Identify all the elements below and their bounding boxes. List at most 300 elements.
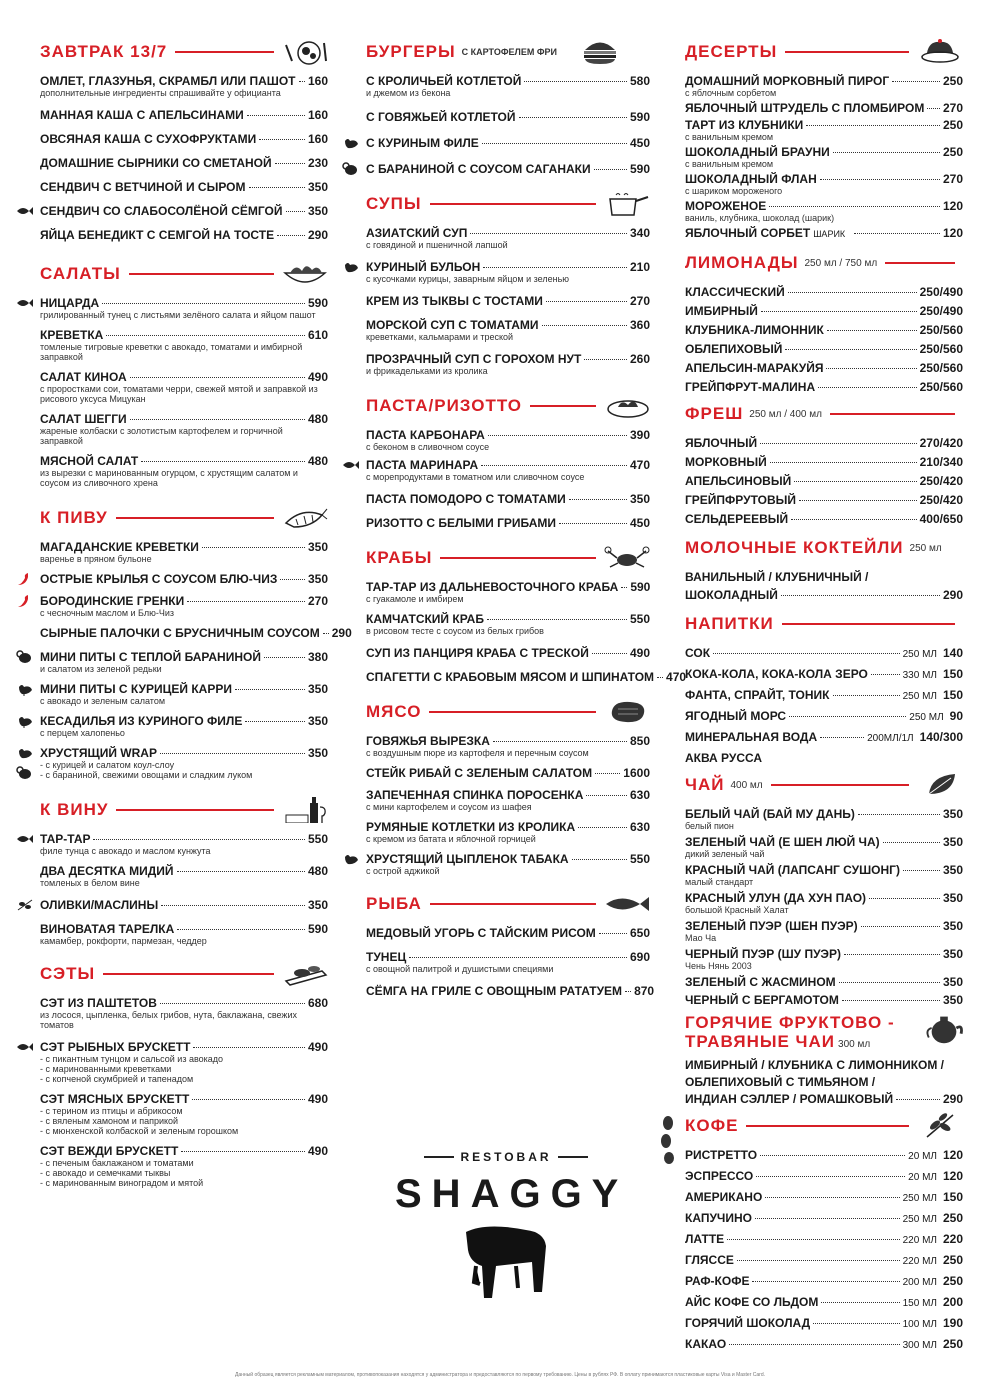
- item-price: 350: [307, 746, 328, 760]
- menu-item: [685, 667, 963, 683]
- fish-icon: [604, 891, 650, 917]
- menu-item: [40, 572, 328, 586]
- item-price: 350: [307, 898, 328, 912]
- item-name: ОБЛЕПИХОВЫЙ: [685, 342, 783, 356]
- item-name: КУРИНЫЙ БУЛЬОН: [366, 260, 481, 274]
- item-name: ТАРТ ИЗ КЛУБНИКИ: [685, 118, 804, 132]
- item-price: 350: [307, 204, 328, 218]
- item-price: 470: [629, 458, 650, 472]
- menu-item: [685, 751, 963, 765]
- menu-item: [685, 361, 963, 375]
- item-volume: 300 МЛ: [902, 1340, 937, 1351]
- divider: [129, 273, 274, 275]
- item-name: МОРСКОЙ СУП С ТОМАТАМИ: [366, 318, 539, 332]
- fried-egg-icon: [282, 39, 328, 65]
- item-price: 690: [629, 950, 650, 964]
- menu-item: [685, 172, 963, 196]
- menu-item: [685, 199, 963, 223]
- item-name: ЯГОДНЫЙ МОРС: [685, 709, 787, 723]
- menu-item: [40, 156, 328, 170]
- item-desc: - с терином из птицы и абрикосом: [40, 1106, 183, 1116]
- item-price: 350: [307, 682, 328, 696]
- menu-item: [40, 650, 328, 674]
- section-subtitle: 250 мл / 750 мл: [804, 257, 878, 269]
- item-name: ФАНТА, СПРАЙТ, ТОНИК: [685, 688, 830, 702]
- section-crabs: [366, 544, 687, 684]
- item-desc: и фрикадельками из кролика: [366, 366, 488, 376]
- item-price: 350: [942, 863, 963, 877]
- item-price: 450: [629, 136, 650, 150]
- item-price: 550: [307, 832, 328, 846]
- menu-item: [685, 323, 963, 337]
- item-name: МЯСНОЙ САЛАТ: [40, 454, 139, 468]
- fish-icon: [16, 832, 34, 846]
- item-desc: с говядиной и пшеничной лапшой: [366, 240, 508, 250]
- item-name: ЗЕЛЕНЫЙ С ЖАСМИНОМ: [685, 975, 836, 989]
- menu-item: [685, 975, 963, 989]
- item-price: 350: [307, 540, 328, 554]
- item-price: 250: [942, 1337, 963, 1351]
- section-fresh: [685, 400, 963, 526]
- item-name: С БАРАНИНОЙ С СОУСОМ САГАНАКИ: [366, 162, 591, 176]
- item-volume: 100 МЛ: [902, 1319, 937, 1330]
- item-price: 650: [629, 926, 650, 940]
- divider: [440, 557, 596, 559]
- menu-column-right: [685, 38, 963, 1353]
- menu-item: [366, 926, 650, 940]
- menu-item: [685, 304, 963, 318]
- item-desc: ваниль, клубника, шоколад (шарик): [685, 213, 835, 223]
- item-name: ОВСЯНАЯ КАША С СУХОФРУКТАМИ: [40, 132, 257, 146]
- item-price: 350: [942, 919, 963, 933]
- item-price: 490: [629, 646, 650, 660]
- item-name: ПАСТА КАРБОНАРА: [366, 428, 485, 442]
- menu-item: [40, 682, 328, 706]
- menu-item: [685, 226, 963, 241]
- item-name: ЯБЛОЧНЫЙ: [685, 436, 758, 450]
- menu-item: [685, 118, 963, 142]
- item-price: 450: [629, 516, 650, 530]
- section-breakfast: [40, 38, 328, 242]
- section-subtitle: 250 мл / 400 мл: [749, 408, 822, 420]
- item-price: 190: [942, 1316, 963, 1330]
- item-desc: с проростками сои, томатами черри, свежей мятой и заправкой из рисового уксуса Мицукан: [40, 384, 318, 404]
- dog-silhouette-icon: [456, 1222, 556, 1302]
- item-price: 590: [307, 922, 328, 936]
- item-desc: и джемом из бекона: [366, 88, 451, 98]
- item-name: ХРУСТЯЩИЙ ЦЫПЛЕНОК ТАБАКА: [366, 852, 569, 866]
- menu-item: [685, 1232, 963, 1248]
- item-name: ЯБЛОЧНЫЙ ШТРУДЕЛЬ С ПЛОМБИРОМ: [685, 101, 925, 115]
- item-name: БЕЛЫЙ ЧАЙ (БАЙ МУ ДАНЬ): [685, 807, 855, 821]
- item-price: 290: [942, 1092, 963, 1106]
- ram-icon: [16, 650, 34, 664]
- section-drinks: [685, 610, 963, 765]
- item-name: ТАР-ТАР ИЗ ДАЛЬНЕВОСТОЧНОГО КРАБА: [366, 580, 619, 594]
- section-title: К ВИНУ: [40, 800, 109, 819]
- item-desc: с яблочным сорбетом: [685, 88, 777, 98]
- item-name: ДОМАШНИЕ СЫРНИКИ СО СМЕТАНОЙ: [40, 156, 272, 170]
- item-volume: 250 МЛ: [902, 1214, 937, 1225]
- divider: [429, 711, 596, 713]
- item-name: ЧЕРНЫЙ С БЕРГАМОТОМ: [685, 993, 839, 1007]
- teapot-icon: [925, 1009, 963, 1047]
- item-desc: с чесночным маслом и Блю-Чиз: [40, 608, 175, 618]
- item-desc: - с курицей и салатом коул-слоу: [40, 760, 175, 770]
- pasta-plate-icon: [604, 393, 650, 419]
- dessert-icon: [917, 39, 963, 65]
- item-volume: 250 МЛ: [902, 1193, 937, 1204]
- menu-item: [685, 1092, 963, 1106]
- menu-item: [40, 714, 328, 738]
- menu-item: [366, 136, 650, 150]
- item-desc: с перцем халопеньо: [40, 728, 125, 738]
- section-herbal-tea: [685, 1013, 963, 1106]
- item-price: 290: [331, 626, 352, 640]
- item-desc: варенье в пряном бульоне: [40, 554, 152, 564]
- menu-item: [40, 74, 328, 98]
- item-price: 870: [634, 984, 655, 998]
- section-title: ТРАВЯНЫЕ ЧАИ: [685, 1032, 836, 1051]
- item-price: 250/560: [919, 323, 963, 337]
- section-subtitle: 300 мл: [838, 1039, 871, 1050]
- item-name: КЛУБНИКА-ЛИМОННИК: [685, 323, 824, 337]
- item-price: 290: [942, 588, 963, 602]
- item-price: 490: [307, 370, 328, 384]
- item-name: ЭСПРЕССО: [685, 1169, 754, 1183]
- item-price: 250/420: [919, 493, 963, 507]
- item-name: АПЕЛЬСИНОВЫЙ: [685, 474, 792, 488]
- item-volume: 250 МЛ: [902, 691, 937, 702]
- restobar-logo: [395, 1150, 629, 1330]
- item-price: 270: [307, 594, 328, 608]
- item-name: С КРОЛИЧЬЕЙ КОТЛЕТОЙ: [366, 74, 522, 88]
- item-desc: томленых в белом вине: [40, 878, 140, 888]
- menu-item: [40, 746, 328, 780]
- item-price: 270/420: [919, 436, 963, 450]
- item-price: 590: [629, 162, 650, 176]
- item-name: РИСТРЕТТО: [685, 1148, 758, 1162]
- menu-item: [40, 1040, 328, 1084]
- item-name: СТЕЙК РИБАЙ С ЗЕЛЕНЫМ САЛАТОМ: [366, 766, 593, 780]
- item-name: ШОКОЛАДНЫЙ: [685, 588, 778, 602]
- menu-item: [40, 996, 328, 1030]
- item-price: 360: [629, 318, 650, 332]
- section-burgers: [366, 38, 650, 176]
- menu-item: [685, 436, 963, 450]
- item-price: 350: [942, 835, 963, 849]
- soup-pot-icon: [604, 191, 650, 217]
- item-desc: - с маринованным виноградом и мятой: [40, 1178, 204, 1188]
- item-price: 140/300: [919, 730, 963, 744]
- item-desc: с шариком мороженого: [685, 186, 783, 196]
- section-title: КРАБЫ: [366, 548, 433, 567]
- rooster-icon: [342, 852, 360, 866]
- section-title: МЯСО: [366, 702, 422, 721]
- item-price: 250/490: [919, 285, 963, 299]
- item-name: СЭТ ИЗ ПАШТЕТОВ: [40, 996, 157, 1010]
- menu-column-middle: [366, 38, 687, 998]
- item-name: СЁМГА НА ГРИЛЕ С ОВОЩНЫМ РАТАТУЕМ: [366, 984, 623, 998]
- section-soups: [366, 190, 650, 376]
- item-name: ГРЕЙПФРУТОВЫЙ: [685, 493, 797, 507]
- divider: [430, 203, 597, 205]
- menu-item: [685, 835, 963, 859]
- section-title: САЛАТЫ: [40, 264, 121, 283]
- item-name: ОМЛЕТ, ГЛАЗУНЬЯ, СКРАМБЛ ИЛИ ПАШОТ: [40, 74, 296, 88]
- item-price: 250/560: [919, 380, 963, 394]
- item-name: СЭТ МЯСНЫХ БРУСКЕТТ: [40, 1092, 190, 1106]
- olive-branch-icon: [16, 898, 34, 912]
- menu-column-left: [40, 38, 352, 1188]
- item-price: 230: [307, 156, 328, 170]
- item-name: МАГАДАНСКИЕ КРЕВЕТКИ: [40, 540, 199, 554]
- menu-item: [366, 352, 650, 376]
- item-name: АЙС КОФЕ СО ЛЬДОМ: [685, 1295, 819, 1309]
- item-price: 350: [307, 572, 328, 586]
- section-title: ЗАВТРАК 13/7: [40, 42, 168, 61]
- item-price: 210: [629, 260, 650, 274]
- item-price: 850: [629, 734, 650, 748]
- divider: [746, 1125, 909, 1127]
- logo-name: SHAGGY: [395, 1172, 629, 1216]
- item-desc: с гуакамоле и имбирем: [366, 594, 464, 604]
- item-name: СУП ИЗ ПАНЦИРЯ КРАБА С ТРЕСКОЙ: [366, 646, 589, 660]
- menu-item: [366, 294, 650, 308]
- item-name: КАКАО: [685, 1337, 727, 1351]
- item-name: ПРОЗРАЧНЫЙ СУП С ГОРОХОМ НУТ: [366, 352, 582, 366]
- item-volume: 220 МЛ: [902, 1235, 937, 1246]
- menu-item: [685, 1169, 963, 1185]
- item-name: КЕСАДИЛЬЯ ИЗ КУРИНОГО ФИЛЕ: [40, 714, 243, 728]
- item-name: ЧЕРНЫЙ ПУЭР (ШУ ПУЭР): [685, 947, 841, 961]
- menu-item: [366, 492, 650, 506]
- item-name: СЕЛЬДЕРЕЕВЫЙ: [685, 512, 789, 526]
- item-price: 550: [629, 852, 650, 866]
- item-name: МОРКОВНЫЙ: [685, 455, 767, 469]
- item-desc: с ванильным кремом: [685, 132, 774, 142]
- item-name: СЫРНЫЕ ПАЛОЧКИ С БРУСНИЧНЫМ СОУСОМ: [40, 626, 320, 640]
- item-desc: с овощной палитрой и душистыми специями: [366, 964, 554, 974]
- item-desc: - с печеным баклажаном и томатами: [40, 1158, 194, 1168]
- item-price: 120: [942, 1148, 963, 1162]
- item-price: 160: [307, 132, 328, 146]
- item-desc: дикий зеленый чай: [685, 849, 765, 859]
- divider: [530, 405, 596, 407]
- section-desserts: [685, 38, 963, 241]
- item-name: СЭТ ВЕЖДИ БРУСКЕТТ: [40, 1144, 179, 1158]
- item-name: АКВА РУССА: [685, 751, 763, 765]
- item-volume: 200 МЛ: [902, 1277, 937, 1288]
- item-name: ГЛЯССЕ: [685, 1253, 734, 1267]
- section-lemonades: [685, 249, 963, 394]
- item-price: 610: [307, 328, 328, 342]
- item-name: ЗАПЕЧЕННАЯ СПИНКА ПОРОСЕНКА: [366, 788, 584, 802]
- menu-item-line: ИМБИРНЫЙ / КЛУБНИКА С ЛИМОННИКОМ /: [685, 1058, 945, 1072]
- item-name: ШОКОЛАДНЫЙ БРАУНИ: [685, 145, 830, 159]
- item-name: АМЕРИКАНО: [685, 1190, 763, 1204]
- item-desc: и салатом из зеленой редьки: [40, 664, 162, 674]
- item-name: ЗЕЛЕНЫЙ ЧАЙ (Е ШЕН ЛЮЙ ЧА): [685, 835, 880, 849]
- menu-item: [40, 296, 328, 320]
- section-wine-snacks: [40, 796, 328, 946]
- item-volume: 200МЛ/1Л: [867, 733, 914, 744]
- menu-item: [685, 512, 963, 526]
- section-title: СУПЫ: [366, 194, 422, 213]
- item-name: С КУРИНЫМ ФИЛЕ: [366, 136, 479, 150]
- menu-item: [685, 993, 963, 1007]
- item-price: 490: [307, 1040, 328, 1054]
- item-price: 250/490: [919, 304, 963, 318]
- item-desc: жареные колбаски с золотистым картофелем и горчичной заправкой: [40, 426, 283, 446]
- menu-item: [40, 108, 328, 122]
- divider: [782, 623, 955, 625]
- menu-item: [40, 1092, 328, 1136]
- footnote: Данный образец является рекламным материалом, противопоказания находятся у администратора и предоставляются по первому требованию. Цены в рублях РФ. В оплату принимаются пластиковые карты Visa и Master Card.: [234, 1372, 765, 1378]
- item-desc: с острой аджикой: [366, 866, 440, 876]
- section-title: РЫБА: [366, 894, 422, 913]
- item-desc: грилированный тунец с листьями зелёного салата и яйцом пашот: [40, 310, 316, 320]
- chili-pepper-icon: [16, 572, 34, 586]
- item-desc: - с маринованными креветками: [40, 1064, 172, 1074]
- item-desc: в рисовом тесте с соусом из белых грибов: [366, 626, 544, 636]
- menu-item: [40, 898, 328, 912]
- item-price: 250: [942, 1274, 963, 1288]
- item-name: МОРОЖЕНОЕ: [685, 199, 767, 213]
- item-desc: с ванильным кремом: [685, 159, 774, 169]
- section-subtitle: С КАРТОФЕЛЕМ ФРИ: [461, 47, 557, 57]
- menu-item: [366, 74, 650, 98]
- menu-item: [685, 74, 963, 98]
- item-price: 140: [942, 646, 963, 660]
- item-name: ПАСТА ПОМОДОРО С ТОМАТАМИ: [366, 492, 566, 506]
- menu-item: [40, 626, 352, 640]
- item-name: САЛАТ ШЕГГИ: [40, 412, 127, 426]
- item-price: 120: [942, 226, 963, 240]
- divider: [771, 784, 909, 786]
- item-desc: томленые тигровые креветки с авокадо, томатами и имбирной заправкой: [40, 342, 303, 362]
- item-name: КРЕВЕТКА: [40, 328, 104, 342]
- item-price: 150: [942, 688, 963, 702]
- item-desc: большой Красный Халат: [685, 905, 789, 915]
- section-tea: [685, 771, 963, 1007]
- item-name: ИМБИРНЫЙ: [685, 304, 758, 318]
- rooster-icon: [16, 714, 34, 728]
- item-price: 580: [629, 74, 650, 88]
- item-volume: 220 МЛ: [902, 1256, 937, 1267]
- item-name: ГОРЯЧИЙ ШОКОЛАД: [685, 1316, 811, 1330]
- section-milkshakes: [685, 534, 963, 602]
- item-price: 350: [942, 891, 963, 905]
- divider: [430, 903, 596, 905]
- section-title: НАПИТКИ: [685, 614, 774, 633]
- item-name: МИНЕРАЛЬНАЯ ВОДА: [685, 730, 818, 744]
- steak-icon: [604, 699, 650, 725]
- item-name: СПАГЕТТИ С КРАБОВЫМ МЯСОМ И ШПИНАТОМ: [366, 670, 655, 684]
- item-name: ЗЕЛЕНЫЙ ПУЭР (ШЕН ПУЭР): [685, 919, 858, 933]
- menu-item: [40, 412, 328, 446]
- menu-item: [685, 588, 963, 602]
- item-name: МЕДОВЫЙ УГОРЬ С ТАЙСКИМ РИСОМ: [366, 926, 596, 940]
- divider: [785, 51, 909, 53]
- item-name: ВИНОВАТАЯ ТАРЕЛКА: [40, 922, 175, 936]
- item-price: 290: [307, 228, 328, 242]
- item-name: РАФ-КОФЕ: [685, 1274, 750, 1288]
- menu-item: [685, 493, 963, 507]
- burger-icon: [577, 39, 623, 65]
- item-desc: из вырезки с маринованным огурцом, с хрустящим салатом и соусом из сливочного хрена: [40, 468, 298, 488]
- item-name: ОЛИВКИ/МАСЛИНЫ: [40, 898, 159, 912]
- section-title: К ПИВУ: [40, 508, 108, 527]
- item-name: НИЦАРДА: [40, 296, 100, 310]
- item-name: МАННАЯ КАША С АПЕЛЬСИНАМИ: [40, 108, 244, 122]
- section-fish: [366, 890, 655, 998]
- item-price: 270: [942, 172, 963, 186]
- item-price: 150: [942, 1190, 963, 1204]
- menu-item: [366, 852, 650, 876]
- item-name: РУМЯНЫЕ КОТЛЕТКИ ИЗ КРОЛИКА: [366, 820, 576, 834]
- menu-item: [366, 820, 650, 844]
- item-name: ЯБЛОЧНЫЙ СОРБЕТ: [685, 226, 811, 240]
- section-title: ФРЕШ: [685, 404, 744, 423]
- item-price: 260: [629, 352, 650, 366]
- item-price: 90: [949, 709, 963, 723]
- item-price: 590: [307, 296, 328, 310]
- item-name: КРАСНЫЙ УЛУН (ДА ХУН ПАО): [685, 891, 867, 905]
- shrimp-icon: [282, 505, 328, 531]
- item-price: 490: [307, 1092, 328, 1106]
- fish-icon: [16, 204, 34, 218]
- item-price: 350: [307, 714, 328, 728]
- item-name: ШОКОЛАДНЫЙ ФЛАН: [685, 172, 817, 186]
- divider: [116, 517, 274, 519]
- menu-item: [685, 646, 963, 662]
- bruschetta-board-icon: [282, 961, 328, 987]
- menu-item: [685, 1211, 963, 1227]
- item-name: СОК: [685, 646, 711, 660]
- item-volume: 20 МЛ: [908, 1151, 937, 1162]
- item-volume: 20 МЛ: [908, 1172, 937, 1183]
- menu-item: [366, 226, 650, 250]
- item-price: 350: [942, 807, 963, 821]
- item-desc: белый пион: [685, 821, 734, 831]
- item-price: 350: [307, 180, 328, 194]
- item-price: 350: [942, 947, 963, 961]
- item-price: 120: [942, 199, 963, 213]
- menu-item: [40, 864, 328, 888]
- item-name: СЭТ РЫБНЫХ БРУСКЕТТ: [40, 1040, 191, 1054]
- item-name: С ГОВЯЖЬЕЙ КОТЛЕТОЙ: [366, 110, 516, 124]
- menu-item: [685, 730, 963, 746]
- menu-item: [366, 162, 650, 176]
- section-title: СЭТЫ: [40, 964, 96, 983]
- item-desc: с кусочками курицы, заварным яйцом и зеленью: [366, 274, 570, 284]
- menu-item: [40, 180, 328, 194]
- item-price: 160: [307, 74, 328, 88]
- section-title: ПАСТА/РИЗОТТО: [366, 396, 523, 415]
- item-desc: - с бараниной, свежими овощами и сладким луком: [40, 770, 328, 780]
- tea-leaf-icon: [917, 772, 963, 798]
- item-price: 270: [942, 101, 963, 115]
- item-name: АПЕЛЬСИН-МАРАКУЙЯ: [685, 361, 824, 375]
- menu-item: [366, 766, 650, 780]
- item-price: 250: [942, 74, 963, 88]
- item-desc: с кремом из батата и яблочной горчицей: [366, 834, 536, 844]
- menu-item: [685, 1295, 963, 1311]
- item-price: 480: [307, 864, 328, 878]
- menu-item: [685, 919, 963, 943]
- wine-bottle-icon: [282, 797, 328, 823]
